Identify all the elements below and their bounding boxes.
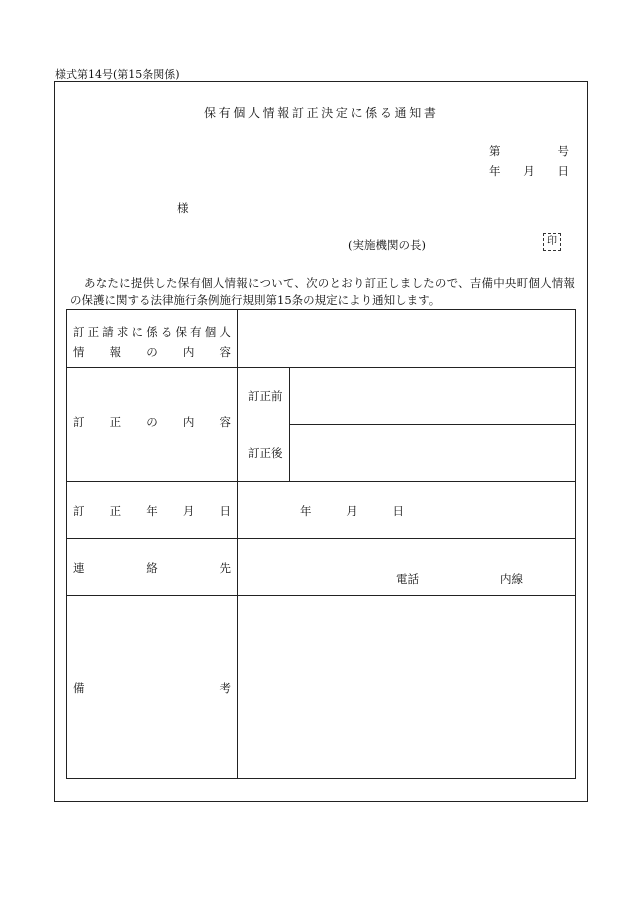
remarks-label [73,680,231,696]
label-char: 日 [219,504,231,518]
row-divider [67,538,575,539]
label-char: 個 [204,325,217,339]
label-char: 保 [175,325,187,339]
notice-table [66,309,576,779]
request-info-label [73,322,231,362]
row-divider [67,595,575,596]
correction-content-label [73,414,231,430]
label-char: 係 [365,106,378,120]
issue-month: 月 [523,164,535,178]
label-char: 容 [219,345,231,359]
seal-mark: 印 [543,233,561,251]
label-char: 有 [218,106,231,120]
label-char: 請 [102,325,114,339]
label-char: 個 [233,106,246,120]
label-char: る [160,325,173,339]
label-char: 月 [182,504,195,518]
column-divider [237,310,238,778]
label-char: 考 [219,681,231,695]
label-char: 保 [204,106,217,120]
correction-day: 日 [392,504,404,518]
label-char: 決 [321,106,334,120]
correction-year: 年 [300,504,312,518]
notice-body: あなたに提供した保有個人情報について、次のとおり訂正しましたので、吉備中央町個人情報の保護に関する法律施行条例施行規則第15条の規定により通知します。 [70,276,575,307]
form-code: 様式第14号(第15条関係) [55,68,180,81]
label-char: 知 [409,106,422,120]
document-number [489,143,569,159]
label-char: 訂 [73,504,85,518]
correction-date-label [73,503,231,519]
phone-label: 電話 [396,572,419,586]
label-char: 連 [73,561,85,575]
label-char: 報 [277,106,290,120]
label-char: 有 [190,325,202,339]
label-char: 正 [306,106,319,120]
label-char: 内 [182,345,195,359]
addressee-suffix: 様 [177,201,189,215]
label-char: 内 [182,415,195,429]
issuer-name: (実施機関の長) [348,238,426,252]
row-divider [67,481,575,482]
label-char: 訂 [73,415,85,429]
label-char: の [146,345,158,359]
label-char: 正 [87,325,100,339]
label-char: 通 [394,106,407,120]
label-char: 先 [219,561,231,575]
label-char: 人 [247,106,260,120]
label-char: の [146,415,158,429]
label-char: 正 [109,504,122,518]
issue-day: 日 [557,164,569,178]
label-char: に [131,325,144,339]
extension-label: 内線 [500,572,523,586]
label-char: 絡 [146,561,158,575]
after-correction-label: 訂正後 [248,446,283,460]
label-char: 報 [109,345,122,359]
label-char: 情 [262,106,275,120]
correction-date-fields [300,503,404,519]
label-char: 備 [73,681,85,695]
label-char: 係 [146,325,158,339]
label-char: 定 [335,106,348,120]
label-char: 訂 [73,325,85,339]
issue-year: 年 [489,164,501,178]
label-char: 訂 [291,106,304,120]
document-title [204,104,436,121]
column-divider [289,367,290,481]
label-char: 正 [109,415,122,429]
label-char: る [379,106,392,120]
label-char: 情 [73,345,85,359]
issue-date [489,163,569,179]
label-char: 書 [423,106,436,120]
label-char: 求 [116,325,129,339]
number-prefix: 第 [489,144,501,158]
row-divider [67,367,575,368]
correction-month: 月 [346,504,358,518]
row-divider [289,424,575,425]
label-char: に [350,106,363,120]
number-suffix: 号 [557,144,569,158]
request-info-label-line1 [73,322,231,342]
label-char: 年 [146,504,158,518]
contact-label [73,560,231,576]
request-info-label-line2 [73,342,231,362]
before-correction-label: 訂正前 [248,389,283,403]
label-char: 容 [219,415,231,429]
label-char: 人 [219,325,231,339]
